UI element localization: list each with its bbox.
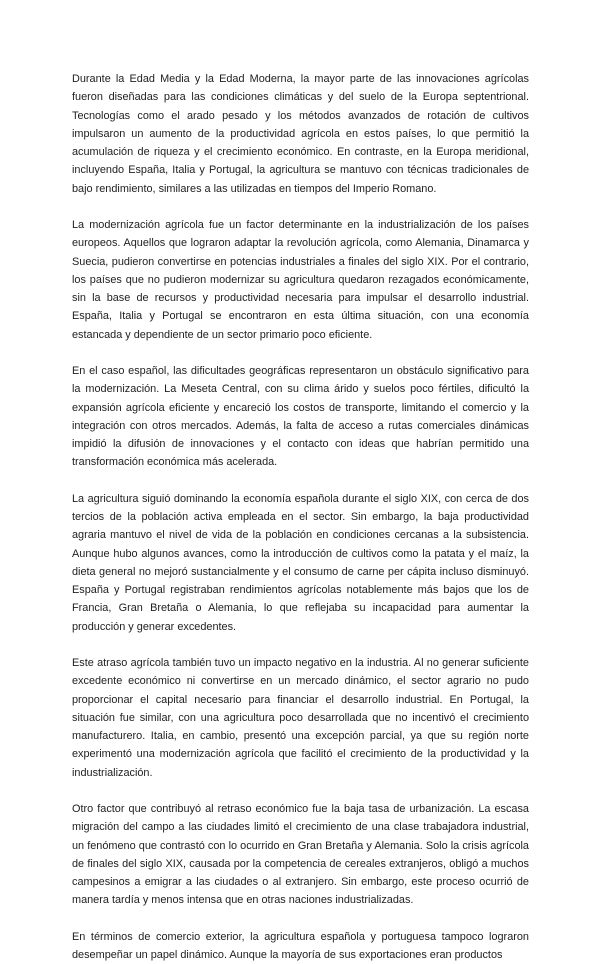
document-body — [72, 70, 529, 964]
paragraph-5: Este atraso agrícola también tuvo un impacto negativo en la industria. Al no generar suficiente excedente económico ni convertirse en un mercado dinámico, el sector agrario no pudo proporcionar el capital necesario para financiar el desarrollo industrial. En Portugal, la situación fue similar, con una agricultura poco desarrollada que no incentivó el crecimiento manufacturero. Italia, en cambio, presentó una excepción parcial, ya que su región norte experimentó una modernización agrícola que facilitó el crecimiento de la productividad y la industrialización. — [72, 657, 529, 779]
paragraph-7: En términos de comercio exterior, la agricultura española y portuguesa tampoco lograron desempeñar un papel dinámico. Aunque la mayoría de sus exportaciones eran productos — [72, 930, 529, 961]
paragraph-6: Otro factor que contribuyó al retraso económico fue la baja tasa de urbanización. La escasa migración del campo a las ciudades limitó el crecimiento de una clase trabajadora industrial, un fenómeno que contrastó con lo ocurrido en Gran Bretaña y Alemania. Solo la crisis agrícola de finales del siglo XIX, causada por la competencia de cereales extranjeros, obligó a muchos campesinos a emigrar a las ciudades o al extranjero. Sin embargo, este proceso ocurrió de manera tardía y menos intensa que en otras naciones industrializadas. — [72, 803, 529, 907]
paragraph-3: En el caso español, las dificultades geográficas representaron un obstáculo significativo para la modernización. La Meseta Central, con su clima árido y suelos poco fértiles, dificultó la expansión agrícola eficiente y encareció los costos de transporte, limitando el comercio y la integración con otros mercados. Además, la falta de acceso a rutas comerciales dinámicas impidió la difusión de innovaciones y el contacto con ideas que habrían permitido una transformación económica más acelerada. — [72, 365, 529, 469]
paragraph-2: La modernización agrícola fue un factor determinante en la industrialización de los países europeos. Aquellos que lograron adaptar la revolución agrícola, como Alemania, Dinamarca y Suecia, pudieron convertirse en potencias industriales a finales del siglo XIX. Por el contrario, los países que no pudieron modernizar su agricultura quedaron rezagados económicamente, sin la base de recursos y productividad necesaria para impulsar el desarrollo industrial. España, Italia y Portugal se encontraron en esta última situación, con una economía estancada y dependiente de un sector primario poco eficiente. — [72, 219, 529, 341]
paragraph-4: La agricultura siguió dominando la economía española durante el siglo XIX, con cerca de dos tercios de la población activa empleada en el sector. Sin embargo, la baja productividad agraria mantuvo el nivel de vida de la población en condiciones cercanas a la subsistencia. Aunque hubo algunos avances, como la introducción de cultivos como la patata y el maíz, la dieta general no mejoró sustancialmente y el consumo de carne per cápita incluso disminuyó. España y Portugal registraban rendimientos agrícolas notablemente más bajos que los de Francia, Gran Bretaña o Alemania, lo que reflejaba su incapacidad para aumentar la producción y generar excedentes. — [72, 492, 529, 633]
paragraph-1: Durante la Edad Media y la Edad Moderna, la mayor parte de las innovaciones agrícolas fueron diseñadas para las condiciones climáticas y del suelo de la Europa septentrional. Tecnologías como el arado pesado y los métodos avanzados de rotación de cultivos impulsaron un aumento de la productividad agrícola en estos países, lo que permitió la acumulación de riqueza y el crecimiento económico. En contraste, en la Europa meridional, incluyendo España, Italia y Portugal, la agricultura se mantuvo con técnicas tradicionales de bajo rendimiento, similares a las utilizadas en tiempos del Imperio Romano. — [72, 73, 529, 195]
